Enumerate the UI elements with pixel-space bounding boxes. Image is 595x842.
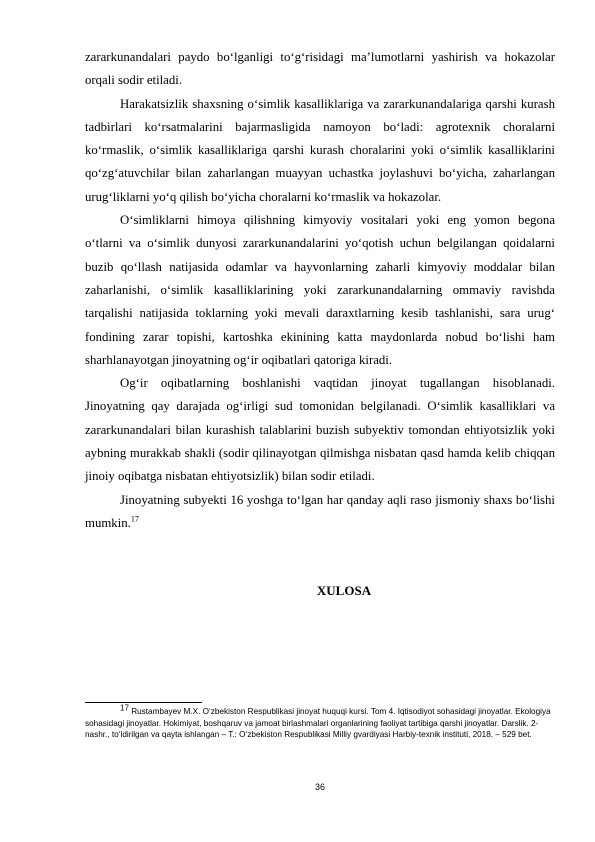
paragraph-consequences: Og‘ir oqibatlarning boshlanishi vaqtidan jinoyat tugallangan hisoblanadi. Jinoyatning qay darajada og‘irligi sud tomonidan belgilanadi. O‘simlik kasalliklari va zararkunandalari bilan kurashish talablarini buzish subyektiv tomondan ehtiyotsizlik yoki aybning murakkab shakli (sodir qilinayotgan qilmishga nisbatan qasd hamda kelib chiqqan jinoiy oqibatga nisbatan ehtiyotsizlik) bilan sodir etiladi. xyxy=(85,376,555,484)
page-number: 36 xyxy=(314,782,325,792)
paragraph-subject-text: Jinoyatning subyekti 16 yoshga to‘lgan har qanday aqli raso jismoniy shaxs bo‘lishi mumkin. xyxy=(85,492,555,530)
footnote-body xyxy=(85,703,555,741)
document-body xyxy=(85,46,555,603)
footnote xyxy=(85,703,555,741)
section-heading: XULOSA xyxy=(316,583,372,599)
footnote-reference[interactable]: 17 xyxy=(130,514,139,524)
paragraph-continuation: zararkunandalari paydo bo‘lganligi to‘g‘risidagi ma’lumotlarni yashirish va hokazolar orqali sodir etiladi. xyxy=(85,50,555,88)
paragraph-subject xyxy=(85,489,555,536)
paragraph-inaction: Harakatsizlik shaxsning o‘simlik kasalliklariga va zararkunandalariga qarshi kurash tadbirlari ko‘rsatmalarini bajarmasligida namoyon bo‘ladi: agrotexnik choralarni ko‘rmaslik, o‘simlik kasalliklariga qarshi kurash choralarini yoki o‘simlik kasalliklarini qo‘zg‘atuvchilar bilan zaharlangan muayyan uchastka joylashuvi bo‘yicha, zaharlangan urug‘liklarni yo‘q qilish bo‘yicha choralarni ko‘rmaslik va hokazolar. xyxy=(85,96,555,204)
footnote-number: 17 xyxy=(120,703,129,713)
paragraph-chemical-means: O‘simliklarni himoya qilishning kimyoviy vositalari yoki eng yomon begona o‘tlarni va o‘simlik dunyosi zararkunandalarini yo‘qotish uchun belgilangan qoidalarni buzib qo‘llash natijasida odamlar va hayvonlarning zaharli kimyoviy moddalar bilan zaharlanishi, o‘simlik kasalliklarining yoki zararkunandalarning ommaviy ravishda tarqalishi natijasida toklarning yoki mevali daraxtlarning kesib tashlanishi, sara urug‘ fondining zarar topishi, kartoshka ekinining katta maydonlarda nobud bo‘lishi ham sharhlanayotgan jinoyatning og‘ir oqibatlari qatoriga kiradi. xyxy=(85,213,555,367)
footnote-text: Rustambayev M.X. O‘zbekiston Respublikasi jinoyat huquqi kursi. Tom 4. Iqtisodiyot sohasidagi jinoyatlar. Ekologiya sohasidagi jinoyatlar. Hokimiyat, boshqaruv va jamoat birlashmalari organlarining faoliyat tartibiga qarshi jinoyatlar. Darslik. 2-nashr., to‘ldirilgan va qayta ishlangan – T.: O‘zbekiston Respublikasi Milliy gvardiyasi Harbiy-texnik instituti, 2018. – 529 bet. xyxy=(85,707,551,739)
footnote-divider xyxy=(85,702,202,703)
